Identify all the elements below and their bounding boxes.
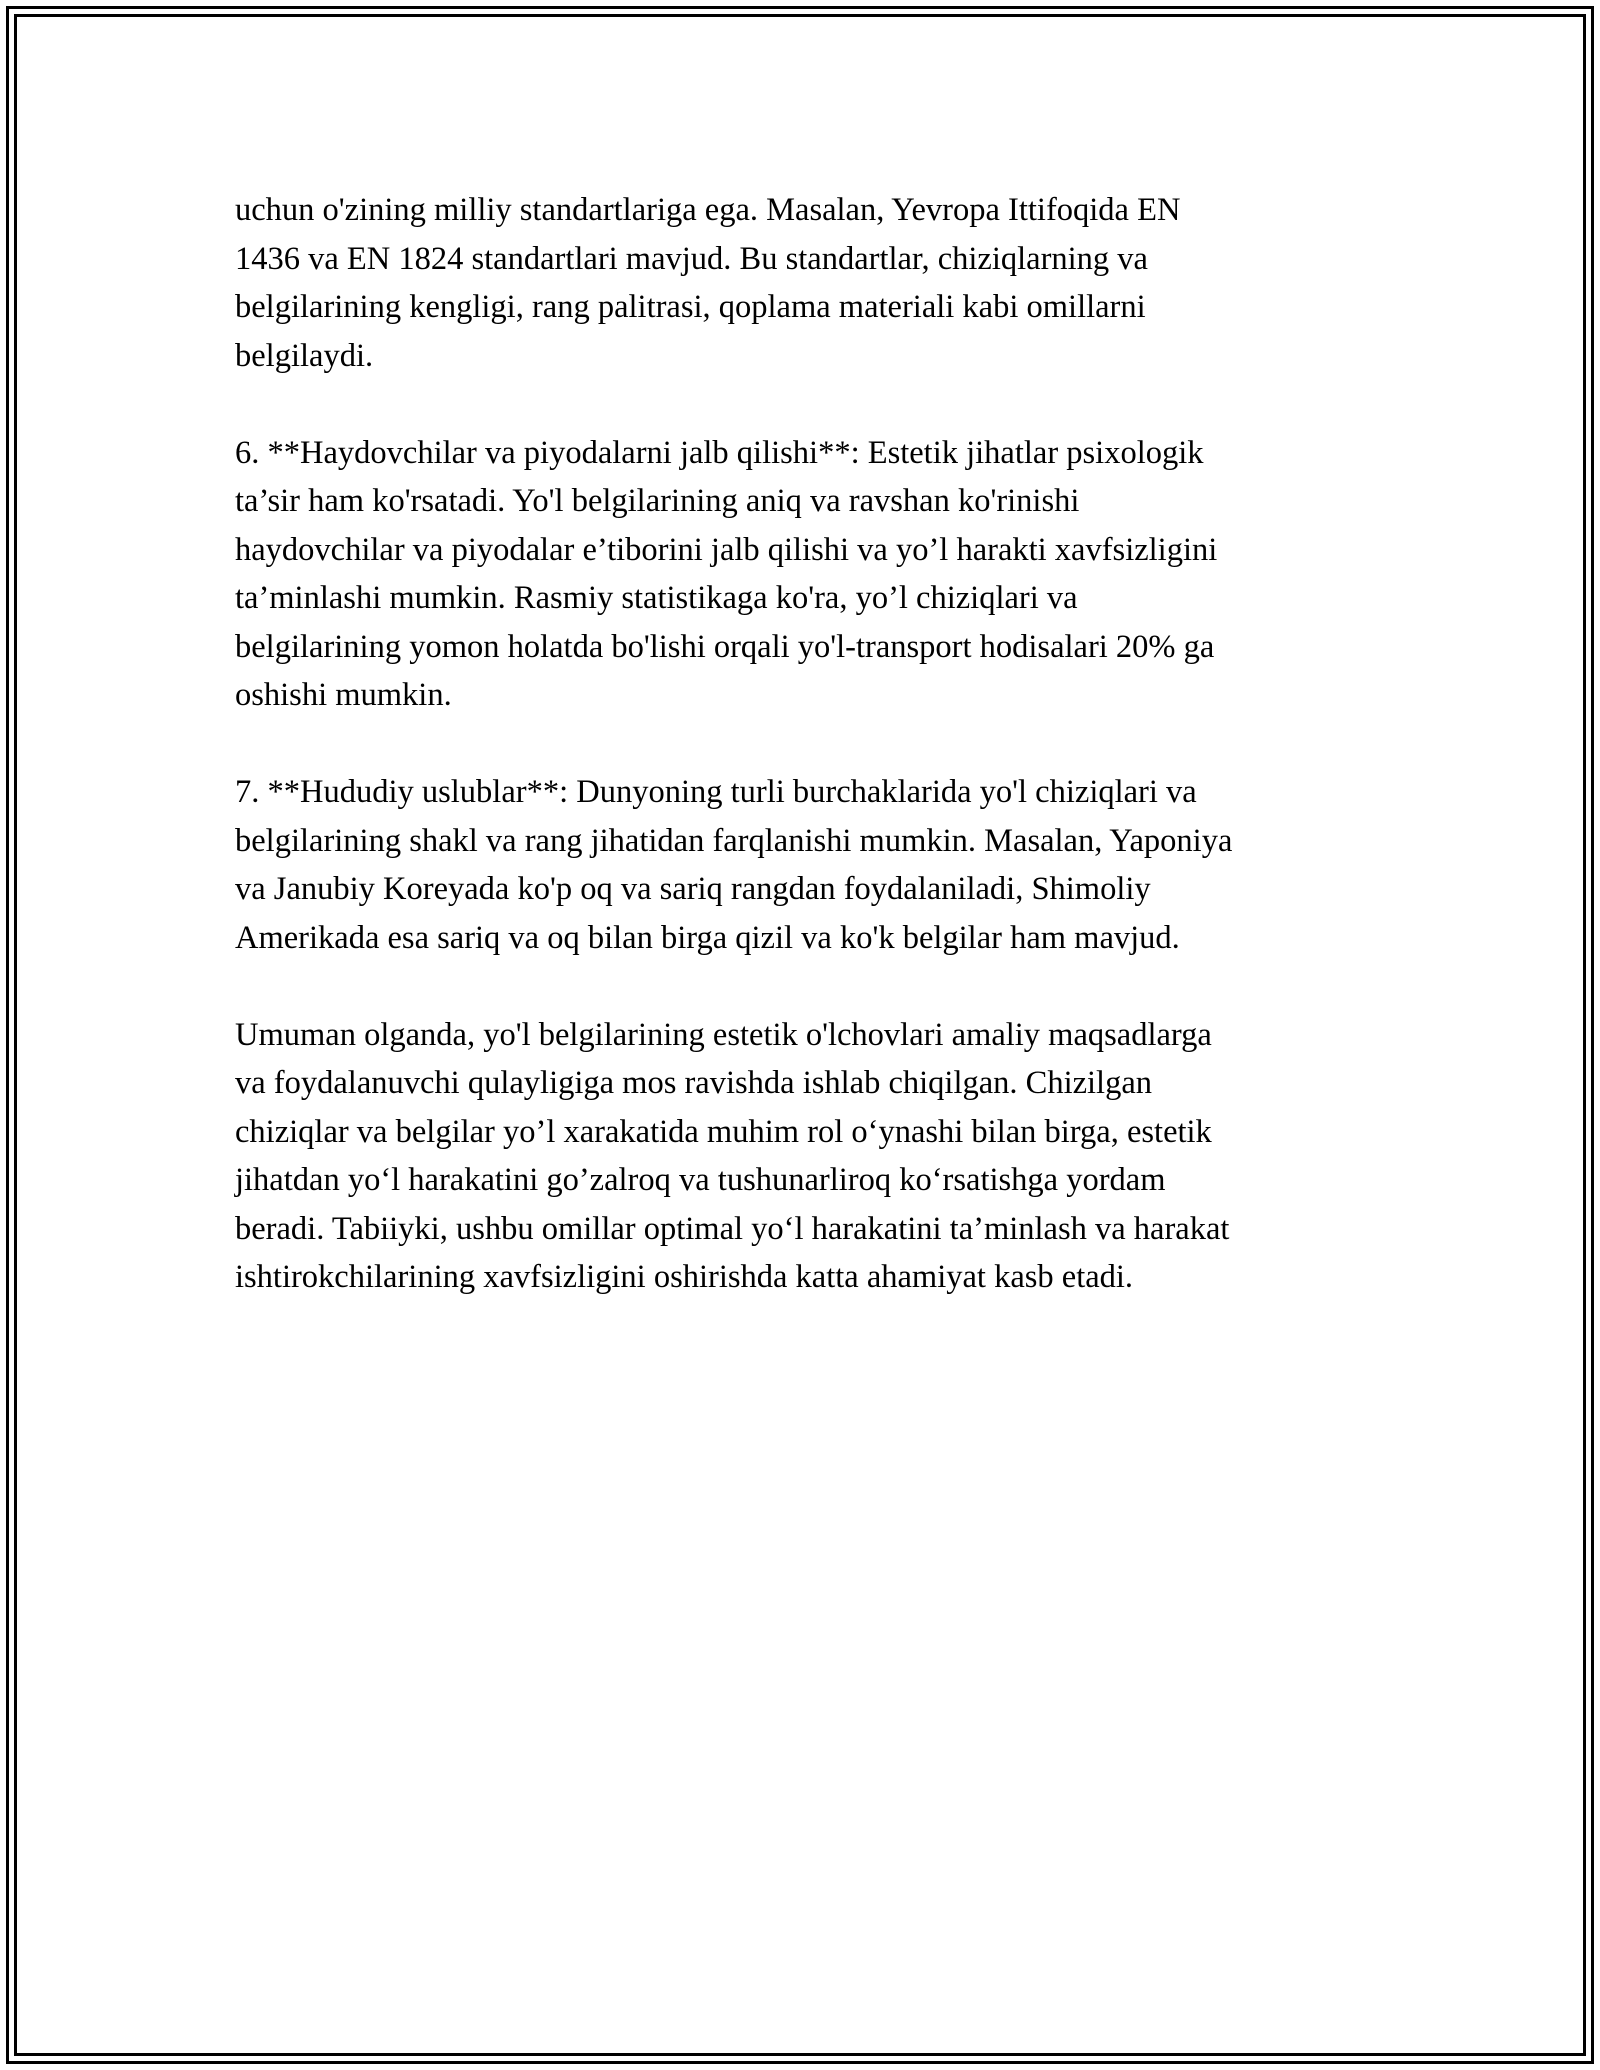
text-line: 7. **Hududiy uslublar**: Dunyoning turli burchaklarida yo'l chiziqlari va (235, 774, 1197, 810)
text-line: ta’sir ham ko'rsatadi. Yo'l belgilarining aniq va ravshan ko'rinishi (235, 483, 1080, 519)
text-line: va foydalanuvchi qulayligiga mos ravishda ishlab chiqilgan. Chizilgan (235, 1065, 1153, 1101)
text-line: jihatdan yo‘l harakatini go’zalroq va tushunarliroq ko‘rsatishga yordam (235, 1162, 1166, 1198)
document-body (235, 186, 1375, 1350)
text-line: ta’minlashi mumkin. Rasmiy statistikaga ko'ra, yo’l chiziqlari va (235, 580, 1078, 616)
text-line: 6. **Haydovchilar va piyodalarni jalb qilishi**: Estetik jihatlar psixologik (235, 434, 1204, 471)
text-line: beradi. Tabiiyki, ushbu omillar optimal yo‘l harakatini ta’minlash va harakat (235, 1210, 1230, 1247)
text-line: Umuman olganda, yo'l belgilarining estetik o'lchovlari amaliy maqsadlarga (235, 1016, 1212, 1053)
paragraph-standards (235, 186, 1375, 380)
paragraph-conclusion (235, 1011, 1375, 1302)
text-line: uchun o'zining milliy standartlariga ega. Masalan, Yevropa Ittifoqida EN (235, 192, 1181, 228)
text-line: belgilarining shakl va rang jihatidan farqlanishi mumkin. Masalan, Yaponiya (235, 822, 1233, 859)
text-line: haydovchilar va piyodalar e’tiborini jalb qilishi va yo’l harakti xavfsizligini (235, 531, 1218, 568)
text-line: va Janubiy Koreyada ko'p oq va sariq rangdan foydalaniladi, Shimoliy (235, 871, 1151, 907)
text-line: 1436 va EN 1824 standartlari mavjud. Bu standartlar, chiziqlarning va (235, 240, 1148, 277)
text-line: Amerikada esa sariq va oq bilan birga qizil va ko'k belgilar ham mavjud. (235, 919, 1180, 956)
text-line: oshishi mumkin. (235, 677, 452, 713)
paragraph-item-6 (235, 429, 1375, 720)
paragraph-item-7 (235, 768, 1375, 962)
text-line: belgilarining kengligi, rang palitrasi, qoplama materiali kabi omillarni (235, 289, 1146, 325)
text-line: ishtirokchilarining xavfsizligini oshirishda katta ahamiyat kasb etadi. (235, 1259, 1134, 1295)
text-line: belgilarining yomon holatda bo'lishi orqali yo'l-transport hodisalari 20% ga (235, 628, 1215, 665)
text-line: belgilaydi. (235, 337, 374, 374)
text-line: chiziqlar va belgilar yo’l xarakatida muhim rol o‘ynashi bilan birga, estetik (235, 1113, 1212, 1150)
